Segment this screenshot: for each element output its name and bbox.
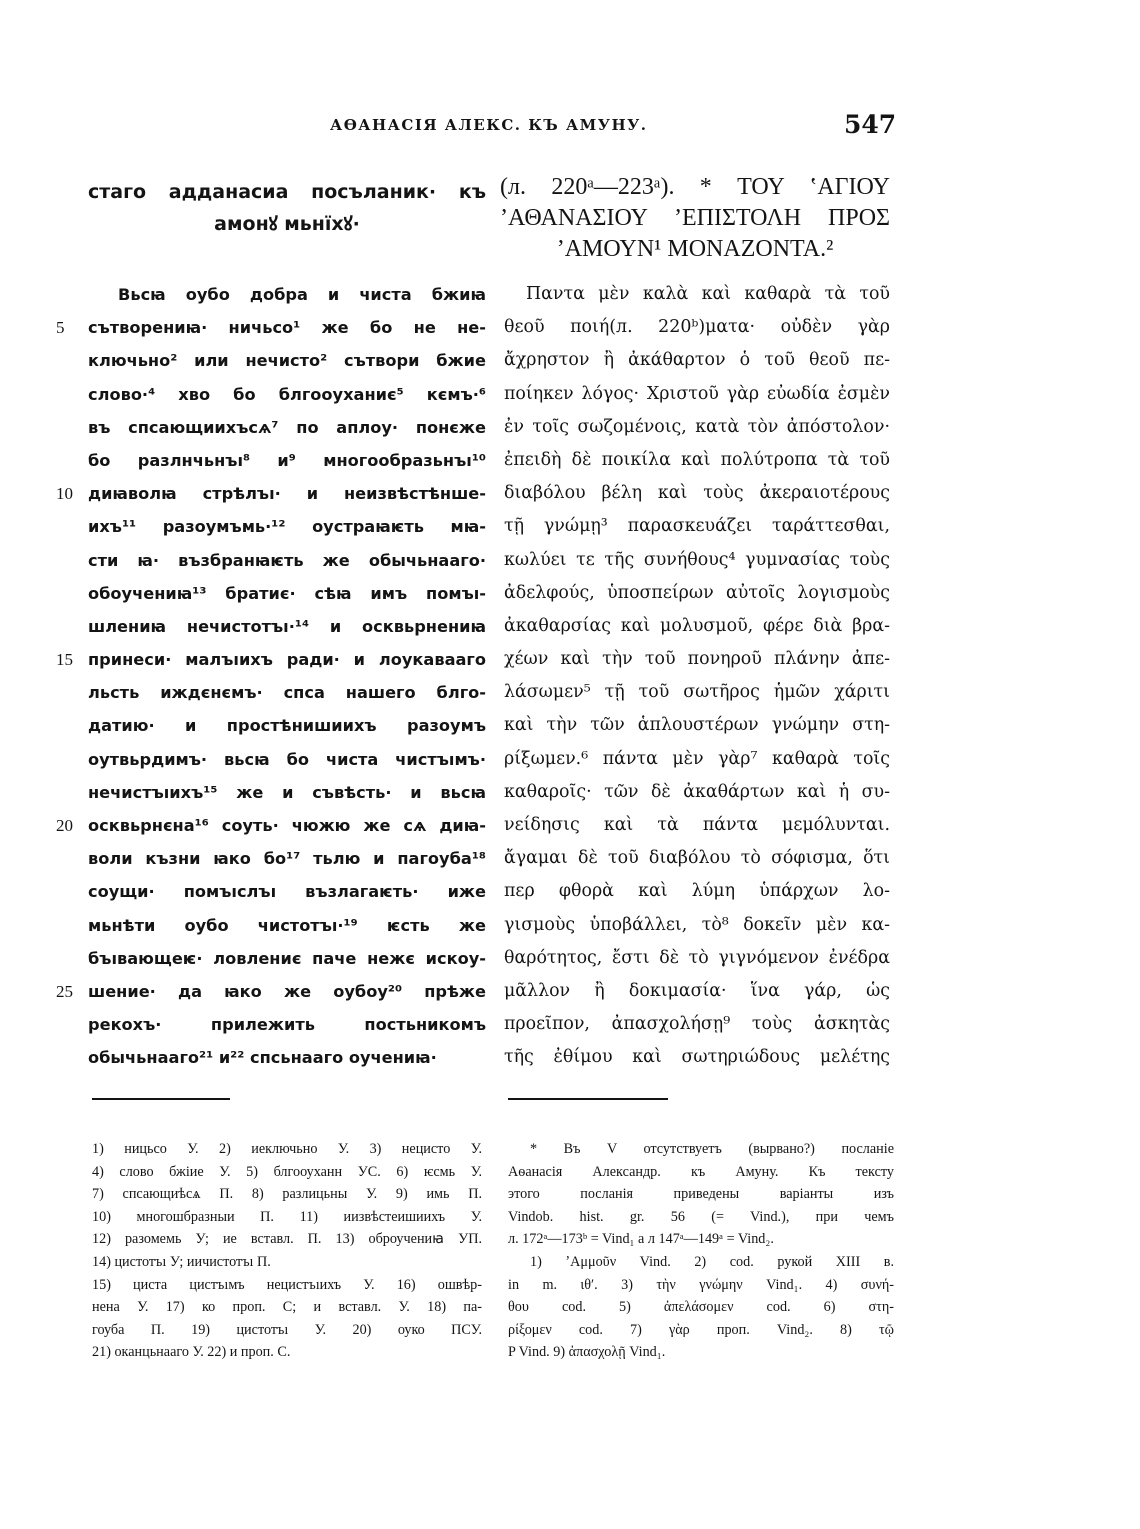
slavonic-text-line: шлениꙗ нечистотъı·¹⁴ и осквьрнениꙗ bbox=[88, 616, 486, 636]
greek-text-line: κωλύει τε τῆς συνήθους⁴ γυμνασίας τοὺς bbox=[504, 549, 890, 570]
footnote-left-line: 7) спсающиѣсѧ П. 8) разлицьны У. 9) имь П. bbox=[92, 1186, 482, 1203]
greek-text-line: χέων καὶ τὴν τοῦ πονηροῦ πλάνην ἀπε- bbox=[504, 649, 890, 670]
greek-text-line: ἄχρηστον ἢ ἀκάθαρτον ὁ τοῦ θεοῦ πε- bbox=[504, 350, 890, 371]
greek-text-line: ἐπειδὴ δὲ ποικίλα καὶ πολύτροπα τὰ τοῦ bbox=[504, 449, 890, 470]
slavonic-text-line: ключьно² или нечисто² сътвори бжие bbox=[88, 351, 486, 371]
line-number bbox=[56, 344, 86, 377]
slavonic-text-line: Вьсꙗ оубо добра и чиста бжиꙗ bbox=[118, 285, 486, 304]
line-number: 5 bbox=[56, 318, 65, 338]
line-number bbox=[56, 842, 86, 875]
greek-text-line: προεῖπον, ἀπασχολήσῃ⁹ τοὺς ἀσκητὰς bbox=[504, 1014, 890, 1035]
greek-text-line: μᾶλλον ἢ δοκιμασία· ἵνα γάρ, ὡς bbox=[504, 980, 890, 1001]
greek-text-line: περ φθορὰ καὶ λύμη ὑπάρχων λο- bbox=[504, 881, 890, 902]
slavonic-text-line: осквьрнєна¹⁶ соуть· чюжю же сѧ диꙗ- bbox=[88, 816, 486, 835]
line-number: 15 bbox=[56, 650, 73, 670]
greek-title-line: (л. 220ᵃ—223ᵃ). * ΤΟΥ ʽΑΓΙΟΥ bbox=[500, 174, 890, 200]
line-number bbox=[56, 709, 86, 742]
line-number: 20 bbox=[56, 816, 73, 835]
line-number bbox=[56, 510, 86, 543]
greek-text-line: τῆς ἐθίμου καὶ σωτηριώδους μελέτης bbox=[504, 1047, 890, 1068]
footnote-rule-right bbox=[508, 1098, 668, 1100]
greek-text-line: ἀδελφούς, ὑποσπείρων αὐτοῖς λογισμοὺς bbox=[504, 582, 890, 603]
slavonic-text-line: диꙗволꙗ стрѣлъı· и неизвѣстѣнше- bbox=[88, 484, 486, 504]
slavonic-text-line: сти ꙗ· възбранꙗѥть же обычьнааго· bbox=[88, 550, 486, 570]
greek-text-line: καθαροῖς· τῶν δὲ ἀκαθάρτων καὶ ἡ συ- bbox=[504, 781, 890, 802]
footnote-left-line: 1) ницьсо У. 2) иеключьно У. 3) нецисто У. bbox=[92, 1141, 482, 1157]
greek-title-line: ʼΑΘΑΝΑΣΙΟΥ ʼΕΠΙΣΤΟΛΗ ΠΡΟΣ bbox=[500, 205, 890, 231]
line-number bbox=[56, 378, 86, 411]
footnote-right-line: этого посланія приведены варіанты изъ bbox=[508, 1186, 894, 1203]
slavonic-title-line: амонꙋ мьнїхꙋ· bbox=[214, 213, 360, 235]
slavonic-text-line: сътворениꙗ· ничьсо¹ же бо не не- bbox=[88, 318, 486, 338]
footnote-left-line: 10) многошбразныи П. 11) иизвѣстеишиихъ У. bbox=[92, 1208, 482, 1225]
greek-text-line: θεοῦ ποιή(л. 220ᵇ)ματα· οὐδὲν γὰρ bbox=[504, 317, 890, 338]
slavonic-text-line: обоучениꙗ¹³ братиє· сѣꙗ имъ помъı- bbox=[88, 583, 486, 603]
footnote-right-line: 1) ʼΑμμοῦν Vind. 2) cod. рукой XIII в. bbox=[530, 1253, 894, 1270]
footnote-right-line: ρίξομεν cod. 7) γὰρ проп. Vind₂. 8) τῷ bbox=[508, 1321, 894, 1338]
greek-text-line: νείδησις καὶ τὰ πάντα μεμόλυνται. bbox=[504, 815, 890, 835]
footnote-right-line: Аѳанасія Александр. къ Амуну. Къ тексту bbox=[508, 1163, 894, 1180]
footnote-left-line: 14) цистотъı У; иичистотъı П. bbox=[92, 1253, 271, 1270]
footnote-left-line: 21) оканцьнааго У. 22) и проп. С. bbox=[92, 1344, 291, 1361]
slavonic-text-line: ихъ¹¹ разоумъмь·¹² оустраꙗѥть мꙗ- bbox=[88, 517, 486, 537]
line-number bbox=[56, 1041, 86, 1074]
line-number bbox=[56, 544, 86, 577]
footnote-right-line: * Въ V отсутствуетъ (вырвано?) посланіе bbox=[530, 1141, 894, 1157]
slavonic-text-line: бъıвающеѥ· ловлениє паче нежє искоу- bbox=[88, 948, 486, 968]
greek-text-line: τῇ γνώμῃ³ παρασκευάζει ταράττεσθαι, bbox=[504, 516, 890, 537]
greek-text-line: ἐν τοῖς σωζομένοις, κατὰ τὸν ἀπόστολον· bbox=[504, 416, 890, 437]
line-number bbox=[56, 610, 86, 643]
footnote-left-line: 12) разомемь У; ие вставл. П. 13) оброучениꙗ УП. bbox=[92, 1231, 482, 1248]
slavonic-text-line: нечистъıихъ¹⁵ же и съвѣсть· и вьсꙗ bbox=[88, 782, 486, 802]
slavonic-text-line: слово·⁴ хво бо блгооуханиє⁵ кємъ·⁶ bbox=[88, 384, 486, 404]
footnotes-right bbox=[508, 1138, 894, 1364]
greek-text-line: γισμοὺς ὑποβάλλει, τὸ⁸ δοκεῖν μὲν κα- bbox=[504, 914, 890, 935]
greek-text-line: θαρότητος, ἔστι δὲ τὸ γιγνόμενον ἐνέδρα bbox=[504, 947, 890, 968]
footnote-right-line: Vindob. hist. gr. 56 (= Vind.), при чемъ bbox=[508, 1208, 894, 1225]
line-number bbox=[56, 942, 86, 975]
slavonic-text-line: бо разлнчьнъı⁸ и⁹ многообразьнъı¹⁰ bbox=[88, 450, 486, 470]
slavonic-text bbox=[88, 278, 486, 1075]
footnote-left-line: гоуба П. 19) цистотъı У. 20) оуко ПСУ. bbox=[92, 1321, 482, 1338]
greek-text-line: Παντα μὲν καλὰ καὶ καθαρὰ τὰ τοῦ bbox=[526, 284, 890, 304]
slavonic-text-line: соущи· помъıслъı възлагаѥть· иже bbox=[88, 882, 486, 902]
greek-title-line: ʼΑΜΟΥΝ¹ ΜΟΝΑΖΟΝΤΑ.² bbox=[556, 236, 834, 262]
line-number bbox=[56, 278, 86, 311]
line-number bbox=[56, 743, 86, 776]
line-number bbox=[56, 776, 86, 809]
footnote-left-line: нена У. 17) ко проп. С; и вставл. У. 18) па- bbox=[92, 1299, 482, 1316]
line-number bbox=[56, 909, 86, 942]
footnote-right-line: л. 172ᵃ—173ᵇ = Vind₁ а л 147ᵃ—149ᵃ = Vind₂. bbox=[508, 1231, 774, 1248]
slavonic-title bbox=[88, 176, 486, 240]
slavonic-text-line: принеси· малъıихъ ради· и лоукавааго bbox=[88, 650, 486, 670]
footnotes-left bbox=[92, 1138, 482, 1364]
page-number: 547 bbox=[844, 110, 897, 139]
greek-text-line: ποίηκεν λόγος· Χριστοῦ γὰρ εὐωδία ἐσμὲν bbox=[504, 383, 890, 404]
slavonic-text-line: мьнѣти оубо чистотъı·¹⁹ ѥсть же bbox=[88, 915, 486, 935]
footnote-left-line: 15) циста цистъıмъ нецистъıихъ У. 16) ошвѣр- bbox=[92, 1276, 482, 1293]
greek-text-line: καὶ τὴν τῶν ἁπλουστέρων γνώμην στη- bbox=[504, 715, 890, 736]
line-number bbox=[56, 577, 86, 610]
slavonic-text-line: льсть иждєнємъ· спса нашего блго- bbox=[88, 683, 486, 703]
greek-text-line: ἀκαθαρσίας καὶ μολυσμοῦ, φέρε διὰ βρα- bbox=[504, 615, 890, 636]
line-numbers bbox=[56, 278, 86, 1075]
running-title: АѲАНАСІЯ АЛЕКС. КЪ АМУНУ. bbox=[330, 116, 648, 134]
footnote-right-line: θου cod. 5) ἀπελάσομεν cod. 6) στη- bbox=[508, 1299, 894, 1316]
line-number bbox=[56, 411, 86, 444]
line-number bbox=[56, 875, 86, 908]
footnote-rule-left bbox=[92, 1098, 230, 1100]
footnote-left-line: 4) слово бжiие У. 5) блгооуханн УС. 6) ѥсмь У. bbox=[92, 1163, 482, 1180]
footnote-right-line: in m. ιθʹ. 3) τὴν γνώμην Vind₁. 4) συνή- bbox=[508, 1276, 894, 1293]
footnote-right-line: P Vind. 9) ἀπασχολῇ Vind₁. bbox=[508, 1344, 666, 1361]
slavonic-text-line: воли къзни ꙗко бо¹⁷ тьлю и пагоуба¹⁸ bbox=[88, 849, 486, 869]
line-number bbox=[56, 444, 86, 477]
greek-text-line: ἄγαμαι δὲ τοῦ διαβόλου τὸ σόφισμα, ὅτι bbox=[504, 848, 890, 869]
line-number bbox=[56, 1008, 86, 1041]
slavonic-text-line: въ спсающиихъсѧ⁷ по аплоу· понєже bbox=[88, 417, 486, 437]
line-number: 25 bbox=[56, 981, 73, 1001]
line-number: 10 bbox=[56, 484, 73, 504]
slavonic-text-line: датию· и простѣнишиихъ разоумъ bbox=[88, 716, 486, 736]
slavonic-text-line: рекохъ· прилежить постьникомъ bbox=[88, 1015, 486, 1035]
slavonic-text-line: обычьнааго²¹ и²² спсьнааго оучениꙗ· bbox=[88, 1048, 437, 1068]
greek-text-line: λάσωμεν⁵ τῇ τοῦ σωτῆρος ἡμῶν χάριτι bbox=[504, 682, 890, 703]
greek-title bbox=[500, 172, 890, 265]
slavonic-title-line: стаго адданасиа посъланик· къ bbox=[88, 181, 486, 203]
slavonic-text-line: шение· да ꙗко же оубоу²⁰ прѣже bbox=[88, 981, 486, 1001]
greek-text-line: ρίξωμεν.⁶ πάντα μὲν γὰρ⁷ καθαρὰ τοῖς bbox=[504, 748, 890, 769]
greek-text-line: διαβόλου βέλη καὶ τοὺς ἀκεραιοτέρους bbox=[504, 483, 890, 504]
slavonic-text-line: оутвьрдимъ· вьсꙗ бо чиста чистъıмъ· bbox=[88, 749, 486, 769]
line-number bbox=[56, 676, 86, 709]
greek-text bbox=[504, 278, 890, 1075]
